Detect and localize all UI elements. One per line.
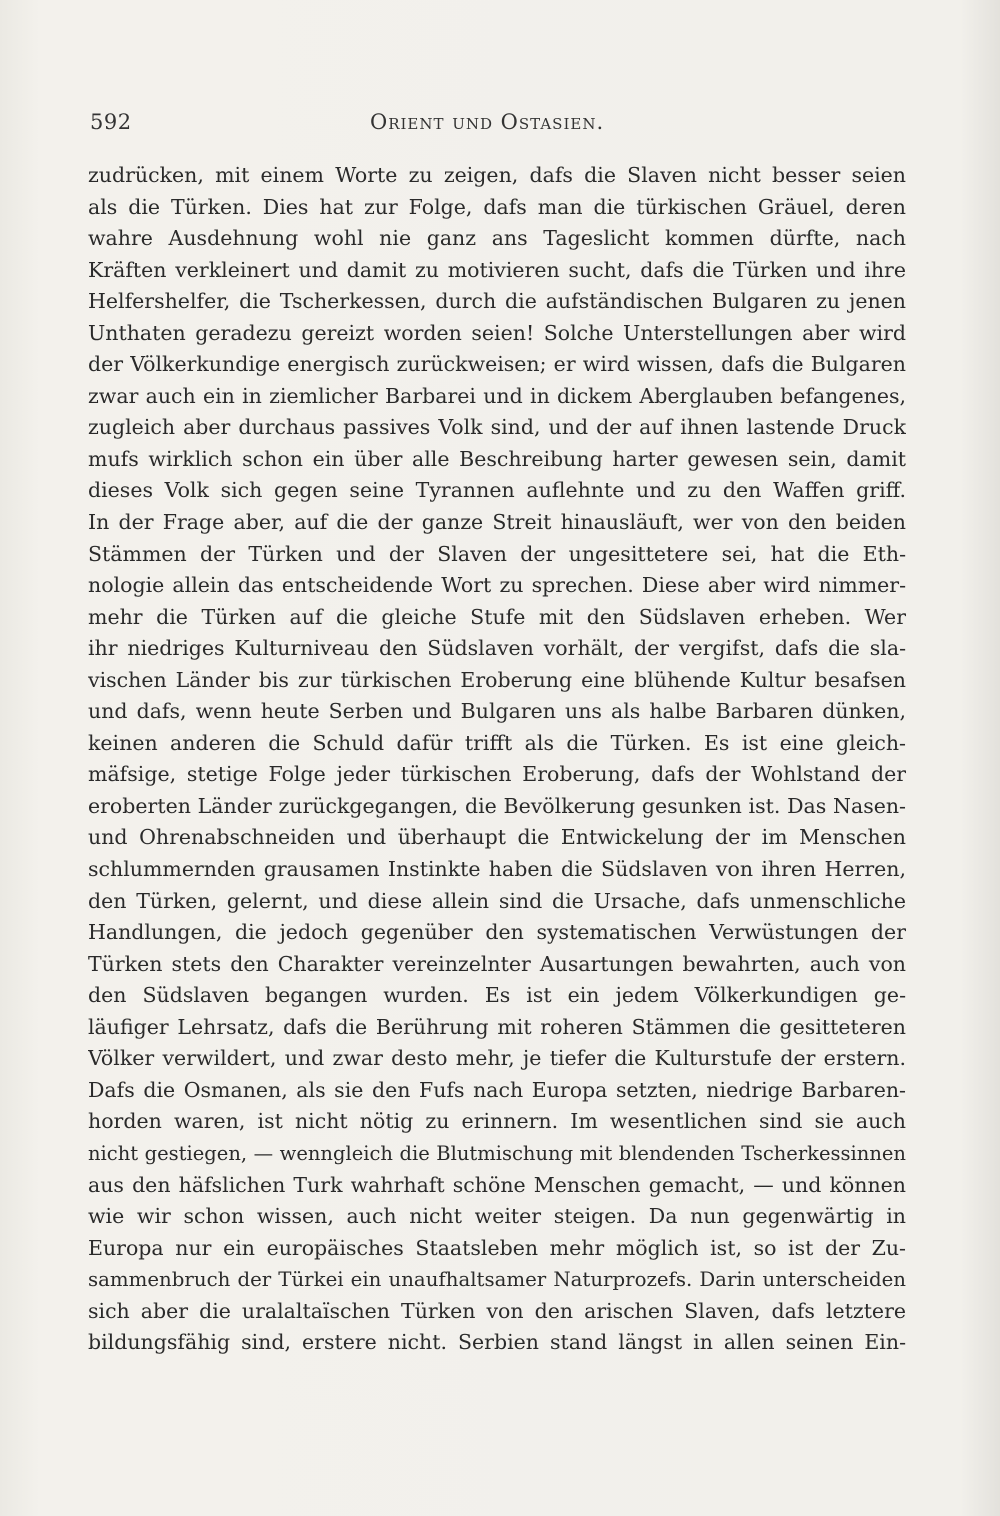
text-line: sammenbruch der Türkei ein unaufhaltsamer Naturprozefs. Darin unterscheiden [88, 1268, 906, 1292]
text-line: sich aber die uralaltaïschen Türken von den arischen Slaven, dafs letztere [88, 1298, 906, 1323]
text-line: wahre Ausdehnung wohl nie ganz ans Tageslicht kommen dürfte, nach [88, 226, 906, 251]
text-line: den Türken, gelernt, und diese allein sind die Ursache, dafs unmenschliche [88, 888, 906, 913]
text-line: Handlungen, die jedoch gegenüber den systematischen Verwüstungen der [88, 920, 906, 945]
text-line: bildungsfähig sind, erstere nicht. Serbien stand längst in allen seinen Ein- [88, 1330, 906, 1355]
text-line: den Südslaven begangen wurden. Es ist ein jedem Völkerkundigen ge- [88, 983, 906, 1008]
text-line: nicht gestiegen, — wenngleich die Blutmischung mit blendenden Tscherkessinnen [88, 1141, 906, 1165]
text-line: In der Frage aber, auf die der ganze Streit hinausläuft, wer von den beiden [88, 510, 906, 535]
text-line: horden waren, ist nicht nötig zu erinnern. Im wesentlichen sind sie auch [88, 1109, 906, 1134]
text-line: ihr niedriges Kulturniveau den Südslaven vorhält, der vergifst, dafs die sla- [88, 636, 906, 661]
text-line: eroberten Länder zurückgegangen, die Bevölkerung gesunken ist. Das Nasen- [88, 793, 906, 818]
text-line: Stämmen der Türken und der Slaven der ungesittetere sei, hat die Eth- [88, 541, 906, 566]
body-text [88, 160, 906, 1359]
running-title: Orient und Ostasien. [370, 110, 605, 134]
text-line: mehr die Türken auf die gleiche Stufe mit den Südslaven erheben. Wer [88, 604, 906, 629]
running-head [88, 110, 906, 142]
text-line: und dafs, wenn heute Serben und Bulgaren uns als halbe Barbaren dünken, [88, 699, 906, 724]
text-line: wie wir schon wissen, auch nicht weiter steigen. Da nun gegenwärtig in [88, 1204, 906, 1229]
text-line: mufs wirklich schon ein über alle Beschreibung harter gewesen sein, damit [88, 446, 906, 471]
text-line: Türken stets den Charakter vereinzelnter Ausartungen bewahrten, auch von [88, 951, 906, 976]
text-line: Helfershelfer, die Tscherkessen, durch die aufständischen Bulgaren zu jenen [88, 289, 906, 314]
text-line: zudrücken, mit einem Worte zu zeigen, dafs die Slaven nicht besser seien [88, 163, 906, 187]
text-line: dieses Volk sich gegen seine Tyrannen auflehnte und zu den Waffen griff. [88, 478, 906, 503]
text-line: keinen anderen die Schuld dafür trifft als die Türken. Es ist eine gleich- [88, 730, 906, 755]
text-line: schlummernden grausamen Instinkte haben die Südslaven von ihren Herren, [88, 857, 906, 882]
text-line: vischen Länder bis zur türkischen Eroberung eine blühende Kultur besafsen [88, 667, 906, 692]
text-line: aus den häfslichen Turk wahrhaft schöne Menschen gemacht, — und können [88, 1172, 906, 1197]
text-line: Europa nur ein europäisches Staatsleben mehr möglich ist, so ist der Zu- [88, 1235, 906, 1260]
text-line: und Ohrenabschneiden und überhaupt die Entwickelung der im Menschen [88, 825, 906, 850]
text-line: Völker verwildert, und zwar desto mehr, je tiefer die Kulturstufe der erstern. [88, 1046, 906, 1071]
text-line: zwar auch ein in ziemlicher Barbarei und in dickem Aberglauben befangenes, [88, 383, 906, 408]
text-line: Kräften verkleinert und damit zu motivieren sucht, dafs die Türken und ihre [88, 257, 906, 282]
text-line: mäfsige, stetige Folge jeder türkischen Eroberung, dafs der Wohlstand der [88, 762, 906, 787]
page-number: 592 [90, 110, 132, 134]
text-line: der Völkerkundige energisch zurückweisen; er wird wissen, dafs die Bulgaren [88, 352, 906, 377]
text-line: läufiger Lehrsatz, dafs die Berührung mit roheren Stämmen die gesitteteren [88, 1014, 906, 1039]
text-line: nologie allein das entscheidende Wort zu sprechen. Diese aber wird nimmer- [88, 573, 906, 598]
text-line: zugleich aber durchaus passives Volk sind, und der auf ihnen lastende Druck [88, 415, 906, 440]
text-line: Dafs die Osmanen, als sie den Fufs nach Europa setzten, niedrige Barbaren- [88, 1077, 906, 1102]
text-line: Unthaten geradezu gereizt worden seien! Solche Unterstellungen aber wird [88, 320, 906, 345]
text-line: als die Türken. Dies hat zur Folge, dafs man die türkischen Gräuel, deren [88, 194, 906, 219]
